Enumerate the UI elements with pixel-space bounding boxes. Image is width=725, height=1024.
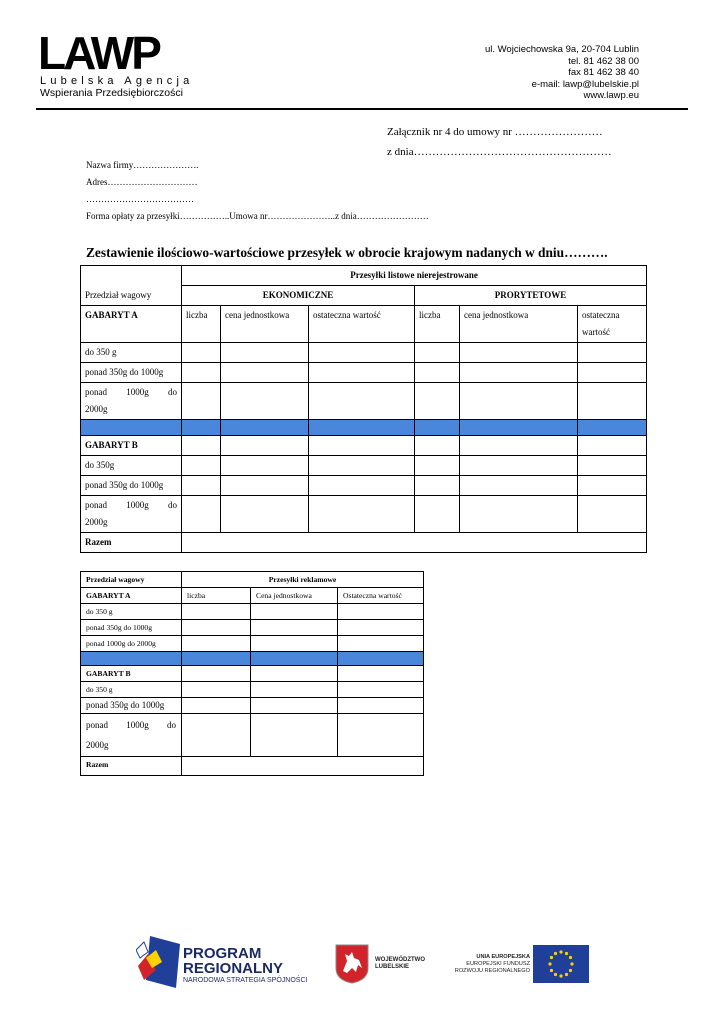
table-row	[81, 636, 424, 652]
address-field: Adres…………………………	[86, 177, 198, 187]
wojewodztwo-text: WOJEWÓDZTWO LUBELSKIE	[375, 957, 425, 970]
table-row	[81, 698, 424, 714]
gabaryt-a-label: GABARYT A	[81, 588, 182, 604]
total-row	[81, 533, 647, 553]
row-label: ponad 1000g do 2000g	[81, 636, 182, 652]
eu-text: UNIA EUROPEJSKA EUROPEJSKI FUNDUSZ ROZWOJU REGIONALNEGO	[454, 954, 530, 974]
header-divider	[36, 108, 688, 110]
table-row	[81, 496, 647, 533]
col-final-value: ostateczna wartość	[309, 306, 415, 343]
col-final-value: Ostateczna wartość	[338, 588, 424, 604]
letters-table	[80, 265, 647, 553]
lawp-logo: LAWP	[38, 27, 159, 79]
contact-website[interactable]: www.lawp.eu	[583, 90, 639, 102]
table-row	[81, 456, 647, 476]
table-header-row	[81, 266, 647, 286]
contact-email[interactable]: e-mail: lawp@lubelskie.pl	[531, 78, 639, 90]
company-info	[86, 157, 429, 225]
col-unit-price: Cena jednostkowa	[251, 588, 338, 604]
contact-block	[485, 44, 639, 102]
table-row	[81, 476, 647, 496]
table-row	[81, 363, 647, 383]
contact-fax: fax 81 462 38 40	[568, 67, 639, 79]
priority-header: PRORYTETOWE	[415, 286, 647, 306]
row-label: ponad 350g do 1000g	[81, 620, 182, 636]
row-label: do 350 g	[81, 682, 182, 698]
attachment-block	[387, 122, 612, 162]
row-label: ponad 1000g do 2000g	[81, 714, 182, 757]
gabaryt-b-label: GABARYT B	[81, 436, 182, 456]
row-label: do 350 g	[81, 604, 182, 620]
program-regionalny-text: PROGRAM REGIONALNY NARODOWA STRATEGIA SPÓJNOŚCI	[183, 945, 308, 984]
attachment-line: Załącznik nr 4 do umowy nr ……………………	[387, 126, 603, 138]
ads-table	[80, 571, 424, 776]
economy-header: EKONOMICZNE	[182, 286, 415, 306]
row-label: ponad 350g do 1000g	[81, 698, 182, 714]
total-label: Razem	[81, 533, 182, 553]
row-label: ponad 350g do 1000g	[81, 476, 182, 496]
gabaryt-b-label: GABARYT B	[81, 666, 182, 682]
contact-phone: tel. 81 462 38 00	[568, 55, 639, 67]
col-count: liczba	[182, 588, 251, 604]
col-unit-price: cena jednostkowa	[221, 306, 309, 343]
group-header: Przesyłki reklamowe	[182, 572, 424, 588]
table-row	[81, 714, 424, 757]
table-row	[81, 604, 424, 620]
table-row	[81, 682, 424, 698]
row-label: ponad 1000g do 2000g	[81, 383, 182, 420]
weight-range-header: Przedział wagowy	[81, 266, 182, 306]
table-row	[81, 620, 424, 636]
table-row	[81, 588, 424, 604]
program-regionalny-logo-icon	[136, 936, 180, 990]
document-title: Zestawienie ilościowo-wartościowe przesyłek w obrocie krajowym nadanych w dniu……….	[86, 245, 608, 260]
row-label: ponad 1000g do 2000g	[81, 496, 182, 533]
col-count-priority: liczba	[415, 306, 460, 343]
col-unit-price-priority: cena jednostkowa	[460, 306, 578, 343]
separator-row	[81, 420, 647, 436]
table-row	[81, 343, 647, 363]
total-label: Razem	[81, 757, 182, 776]
total-row	[81, 757, 424, 776]
logo-subtitle-2: Wspierania Przedsiębiorczości	[40, 87, 183, 99]
group-header: Przesyłki listowe nierejestrowane	[182, 266, 647, 286]
eu-flag-icon	[533, 945, 589, 983]
logo-subtitle-1: Lubelska Agencja	[40, 75, 194, 87]
row-label: do 350g	[81, 456, 182, 476]
table-row	[81, 383, 647, 420]
weight-range-header: Przedział wagowy	[81, 572, 182, 588]
col-final-value-priority: ostateczna wartość	[578, 306, 647, 343]
row-label: do 350 g	[81, 343, 182, 363]
table-row	[81, 436, 647, 456]
payment-form-field: Forma opłaty za przesyłki……………..Umowa nr…………………..z dnia……………………	[86, 211, 429, 221]
separator-row	[81, 652, 424, 666]
row-label: ponad 350g do 1000g	[81, 363, 182, 383]
col-count: liczba	[182, 306, 221, 343]
lubelskie-herb-icon	[335, 944, 369, 984]
table-header-row	[81, 572, 424, 588]
table-row	[81, 306, 647, 343]
attachment-date: z dnia………………………………………………	[387, 146, 612, 158]
contact-address: ul. Wojciechowska 9a, 20-704 Lublin	[484, 44, 639, 55]
gabaryt-a-label: GABARYT A	[81, 306, 182, 343]
table-row	[81, 666, 424, 682]
company-name-field: Nazwa firmy………………….	[86, 160, 199, 170]
address-field-2: ………………………………	[86, 194, 194, 204]
